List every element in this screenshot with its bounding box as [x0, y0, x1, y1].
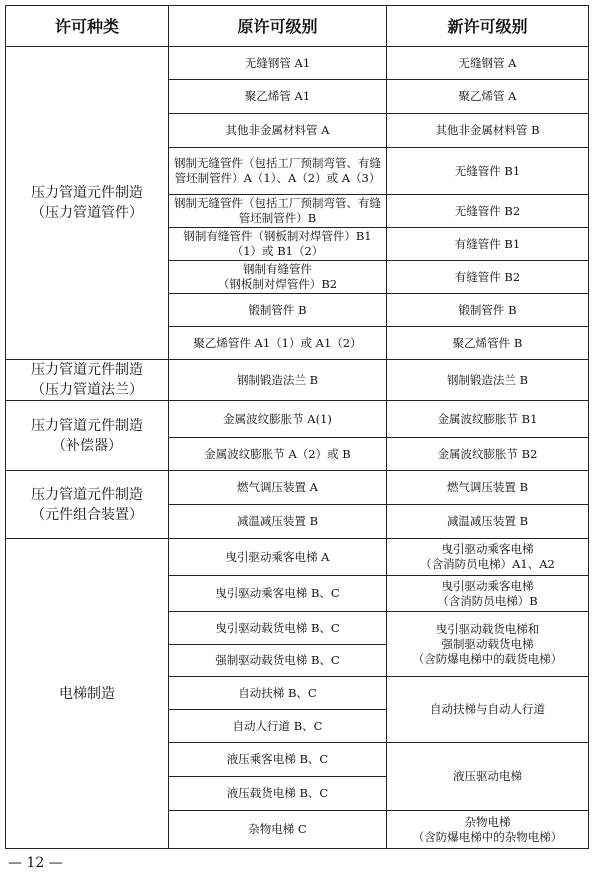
original-level-cell: 自动扶梯 B、C	[169, 677, 387, 710]
new-level-cell: 无缝管件 B1	[387, 148, 589, 195]
new-level-cell: 有缝管件 B2	[387, 261, 589, 294]
new-level-cell: 有缝管件 B1	[387, 228, 589, 261]
original-level-cell: 钢制无缝管件（包括工厂预制弯管、有缝管坯制管件）B	[169, 195, 387, 228]
permit-category-cell: 压力管道元件制造 （补偿器）	[6, 401, 169, 471]
new-level-cell: 液压驱动电梯	[387, 743, 589, 811]
original-level-cell: 锻制管件 B	[169, 294, 387, 327]
new-level-cell: 锻制管件 B	[387, 294, 589, 327]
new-level-cell: 曳引驱动乘客电梯 （含消防员电梯）B	[387, 576, 589, 612]
new-level-cell: 其他非金属材料管 B	[387, 114, 589, 148]
new-level-cell: 金属波纹膨胀节 B2	[387, 438, 589, 471]
table-row	[6, 471, 589, 505]
table-row	[6, 401, 589, 438]
permit-category-cell: 压力管道元件制造 （元件组合装置）	[6, 471, 169, 539]
table-row	[6, 47, 589, 80]
original-level-cell: 液压载货电梯 B、C	[169, 777, 387, 811]
permit-category-cell: 压力管道元件制造 （压力管道法兰）	[6, 360, 169, 401]
original-level-cell: 钢制有缝管件 （钢板制对焊管件）B2	[169, 261, 387, 294]
new-level-cell: 减温减压装置 B	[387, 505, 589, 539]
original-level-cell: 减温减压装置 B	[169, 505, 387, 539]
original-level-cell: 杂物电梯 C	[169, 811, 387, 849]
table-row	[6, 539, 589, 576]
header-permit-type: 许可种类	[6, 6, 169, 47]
original-level-cell: 液压乘客电梯 B、C	[169, 743, 387, 777]
new-level-cell: 曳引驱动乘客电梯 （含消防员电梯）A1、A2	[387, 539, 589, 576]
original-level-cell: 金属波纹膨胀节 A(1)	[169, 401, 387, 438]
new-level-cell: 燃气调压装置 B	[387, 471, 589, 505]
original-level-cell: 曳引驱动载货电梯 B、C	[169, 612, 387, 645]
original-level-cell: 强制驱动载货电梯 B、C	[169, 645, 387, 677]
original-level-cell: 聚乙烯管 A1	[169, 80, 387, 114]
new-level-cell: 钢制锻造法兰 B	[387, 360, 589, 401]
table-body	[6, 47, 589, 849]
original-level-cell: 钢制无缝管件（包括工厂预制弯管、有缝管坯制管件）A（1）、A（2）或 A（3）	[169, 148, 387, 195]
header-original-level: 原许可级别	[169, 6, 387, 47]
original-level-cell: 曳引驱动乘客电梯 B、C	[169, 576, 387, 612]
permit-category-cell: 电梯制造	[6, 539, 169, 849]
new-level-cell: 金属波纹膨胀节 B1	[387, 401, 589, 438]
permit-level-table	[5, 5, 589, 849]
new-level-cell: 聚乙烯管件 B	[387, 327, 589, 360]
original-level-cell: 自动人行道 B、C	[169, 710, 387, 743]
new-level-cell: 无缝管件 B2	[387, 195, 589, 228]
page-number: — 12 —	[8, 855, 63, 871]
table-header-row	[6, 6, 589, 47]
original-level-cell: 曳引驱动乘客电梯 A	[169, 539, 387, 576]
original-level-cell: 金属波纹膨胀节 A（2）或 B	[169, 438, 387, 471]
original-level-cell: 钢制锻造法兰 B	[169, 360, 387, 401]
new-level-cell: 自动扶梯与自动人行道	[387, 677, 589, 743]
original-level-cell: 钢制有缝管件（钢板制对焊管件）B1（1）或 B1（2）	[169, 228, 387, 261]
new-level-cell: 无缝钢管 A	[387, 47, 589, 80]
permit-category-cell: 压力管道元件制造 （压力管道管件）	[6, 47, 169, 360]
original-level-cell: 聚乙烯管件 A1（1）或 A1（2）	[169, 327, 387, 360]
header-new-level: 新许可级别	[387, 6, 589, 47]
new-level-cell: 聚乙烯管 A	[387, 80, 589, 114]
original-level-cell: 燃气调压装置 A	[169, 471, 387, 505]
original-level-cell: 其他非金属材料管 A	[169, 114, 387, 148]
table-row	[6, 360, 589, 401]
original-level-cell: 无缝钢管 A1	[169, 47, 387, 80]
new-level-cell: 曳引驱动载货电梯和 强制驱动载货电梯 （含防爆电梯中的载货电梯）	[387, 612, 589, 677]
new-level-cell: 杂物电梯 （含防爆电梯中的杂物电梯）	[387, 811, 589, 849]
